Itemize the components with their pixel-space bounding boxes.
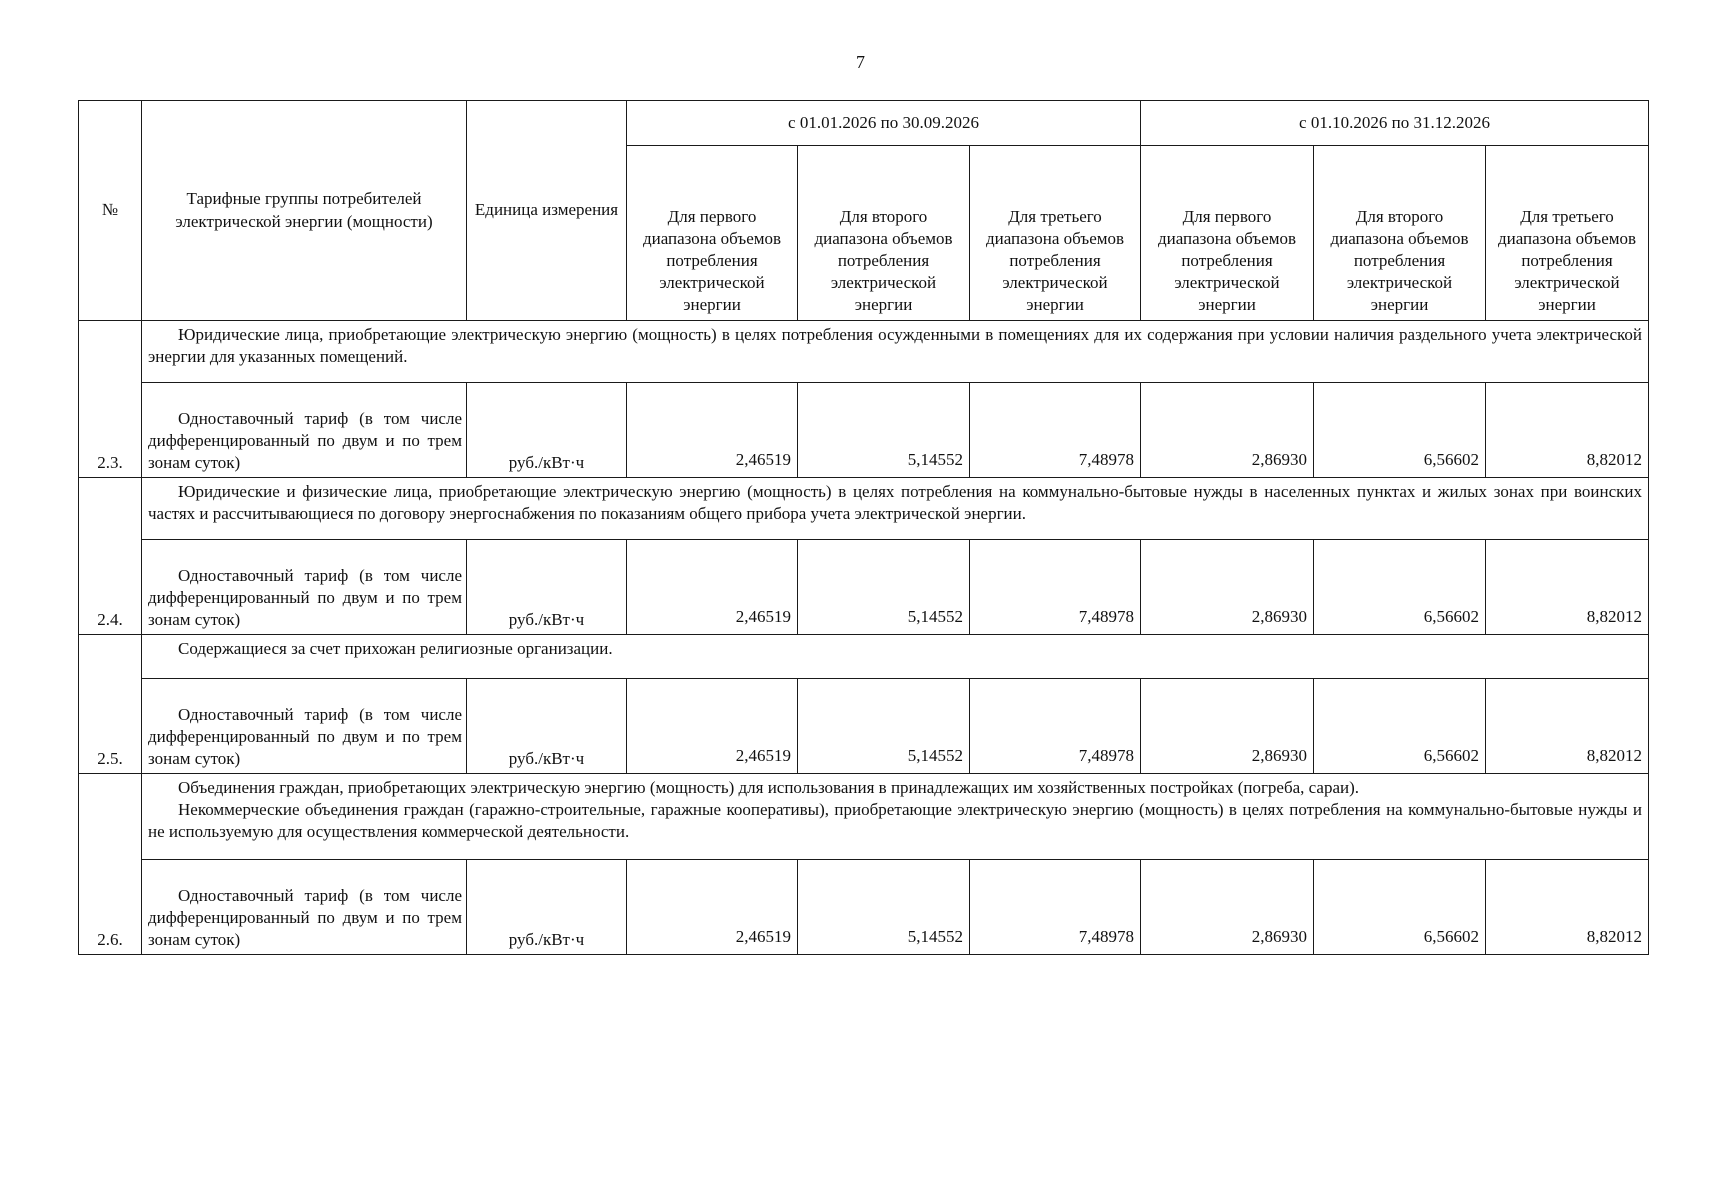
- tariff-value: 5,14552: [798, 383, 970, 478]
- description-paragraph: Объединения граждан, приобретающих электрическую энергию (мощность) для использования в принадлежащих им хозяйственных постройках (погреба, сараи).: [178, 778, 1360, 797]
- tariff-value: 2,46519: [627, 860, 798, 955]
- section-row: [79, 478, 1649, 540]
- header-range-third: Для третьего диапазона объемов потребления электрической энергии: [1486, 146, 1649, 321]
- tariff-table-body: [79, 321, 1649, 955]
- header-range-first: Для первого диапазона объемов потребления электрической энергии: [1141, 146, 1314, 321]
- tariff-value: 2,46519: [627, 540, 798, 635]
- description-paragraph: Некоммерческие объединения граждан (гаражно-строительные, гаражные кооперативы), приобретающие электрическую энергию (мощность) в целях потребления на коммунально-бытовые нужды и не используемую для осуществления коммерческой деятельности.: [148, 800, 1642, 842]
- tariff-value: 7,48978: [970, 860, 1141, 955]
- tariff-value: 6,56602: [1314, 540, 1486, 635]
- header-range-third: Для третьего диапазона объемов потребления электрической энергии: [970, 146, 1141, 321]
- header-period-1: с 01.01.2026 по 30.09.2026: [627, 101, 1141, 146]
- unit-cell: руб./кВт·ч: [467, 860, 627, 955]
- tariff-row: [79, 679, 1649, 774]
- section-row: [79, 321, 1649, 383]
- tariff-row: [79, 540, 1649, 635]
- tariff-value: 6,56602: [1314, 860, 1486, 955]
- description-paragraph: Юридические и физические лица, приобретающие электрическую энергию (мощность) в целях потребления на коммунально-бытовые нужды в населенных пунктах и жилых зонах при воинских частях и рассчитывающиеся по договору энергоснабжения по показаниям общего прибора учета электрической энергии.: [148, 482, 1642, 524]
- tariff-name-text: Одноставочный тариф (в том числе дифференцированный по двум и по трем зонам суток): [148, 565, 462, 629]
- tariff-value: 2,86930: [1141, 540, 1314, 635]
- header-row-periods: [79, 101, 1649, 146]
- row-number: 2.5.: [79, 635, 142, 774]
- tariff-table: [78, 100, 1649, 955]
- row-number: 2.4.: [79, 478, 142, 635]
- section-description: [142, 478, 1649, 540]
- tariff-value: 2,46519: [627, 679, 798, 774]
- tariff-name-text: Одноставочный тариф (в том числе дифференцированный по двум и по трем зонам суток): [148, 704, 462, 768]
- section-row: [79, 774, 1649, 860]
- section-description: [142, 635, 1649, 679]
- section-row: [79, 635, 1649, 679]
- tariff-value: 5,14552: [798, 860, 970, 955]
- unit-cell: руб./кВт·ч: [467, 540, 627, 635]
- tariff-value: 2,86930: [1141, 860, 1314, 955]
- tariff-row: [79, 383, 1649, 478]
- row-number: 2.6.: [79, 774, 142, 955]
- tariff-name-text: Одноставочный тариф (в том числе дифференцированный по двум и по трем зонам суток): [148, 885, 462, 949]
- tariff-name: [142, 860, 467, 955]
- tariff-name: [142, 383, 467, 478]
- header-range-second: Для второго диапазона объемов потребления электрической энергии: [798, 146, 970, 321]
- header-range-first: Для первого диапазона объемов потребления электрической энергии: [627, 146, 798, 321]
- section-description: [142, 321, 1649, 383]
- header-range-second: Для второго диапазона объемов потребления электрической энергии: [1314, 146, 1486, 321]
- tariff-value: 8,82012: [1486, 383, 1649, 478]
- tariff-row: [79, 860, 1649, 955]
- tariff-value: 2,86930: [1141, 679, 1314, 774]
- row-number: 2.3.: [79, 321, 142, 478]
- tariff-value: 2,46519: [627, 383, 798, 478]
- tariff-name: [142, 679, 467, 774]
- tariff-value: 6,56602: [1314, 679, 1486, 774]
- tariff-value: 7,48978: [970, 679, 1141, 774]
- tariff-value: 5,14552: [798, 679, 970, 774]
- tariff-value: 7,48978: [970, 540, 1141, 635]
- tariff-value: 6,56602: [1314, 383, 1486, 478]
- tariff-value: 8,82012: [1486, 860, 1649, 955]
- section-description: [142, 774, 1649, 860]
- tariff-name-text: Одноставочный тариф (в том числе дифференцированный по двум и по трем зонам суток): [148, 408, 462, 472]
- tariff-value: 8,82012: [1486, 540, 1649, 635]
- header-tariff-groups: Тарифные группы потребителей электрической энергии (мощности): [142, 101, 467, 321]
- tariff-name: [142, 540, 467, 635]
- tariff-value: 8,82012: [1486, 679, 1649, 774]
- tariff-value: 7,48978: [970, 383, 1141, 478]
- page-number: 7: [856, 52, 865, 72]
- description-paragraph: Юридические лица, приобретающие электрическую энергию (мощность) в целях потребления осужденными в помещениях для их содержания при условии наличия раздельного учета электрической энергии для указанных помещений.: [148, 325, 1642, 367]
- description-paragraph: Содержащиеся за счет прихожан религиозные организации.: [178, 639, 613, 658]
- header-unit: Единица измерения: [467, 101, 627, 321]
- tariff-value: 2,86930: [1141, 383, 1314, 478]
- unit-cell: руб./кВт·ч: [467, 383, 627, 478]
- unit-cell: руб./кВт·ч: [467, 679, 627, 774]
- tariff-value: 5,14552: [798, 540, 970, 635]
- header-number: №: [79, 101, 142, 321]
- header-period-2: с 01.10.2026 по 31.12.2026: [1141, 101, 1649, 146]
